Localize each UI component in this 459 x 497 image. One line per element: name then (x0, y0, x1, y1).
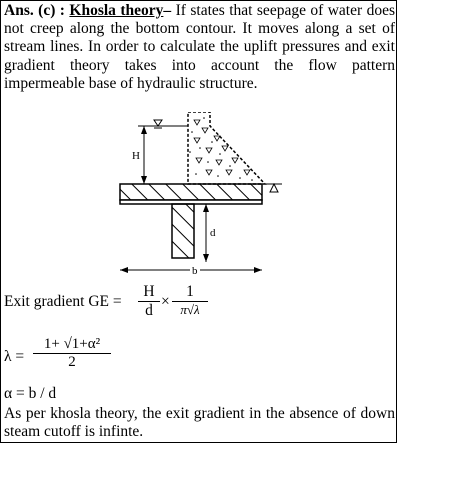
ge-frac2-den: π√λ (172, 301, 208, 318)
answer-label: Ans. (c) : (4, 2, 70, 19)
title-dash: – (163, 2, 176, 19)
ge-lhs: Exit gradient GE = (4, 293, 122, 310)
cutoff-pile (172, 204, 194, 258)
h-label: H (132, 150, 140, 162)
topic-title: Khosla theory (69, 2, 164, 19)
lambda-den: 2 (33, 353, 111, 371)
b-label: b (192, 265, 198, 277)
ge-fraction-2 (172, 283, 208, 318)
conclusion-text: As per khosla theory, the exit gradient in the absence of down steam cutoff is infinte. (4, 405, 395, 441)
ground-level-icon (270, 184, 278, 192)
ge-frac1-num: H (143, 283, 155, 300)
d-label: d (210, 227, 216, 239)
ge-frac1-den: d (138, 301, 160, 320)
ge-fraction-1 (138, 283, 160, 320)
lambda-fraction (33, 336, 111, 371)
water-level-icon (154, 120, 162, 126)
ground-hatch (120, 184, 262, 200)
alpha-formula: α = b / d (4, 385, 57, 402)
lambda-lhs: λ = (4, 348, 25, 365)
ge-frac2-num: 1 (186, 283, 194, 300)
intro-paragraph (4, 2, 395, 93)
intro-text: If states that seepage of water does not creep along the bottom contour. It moves along a set of stream lines. In order to calculate the uplift pressures and exit gradient theory takes into account the flow pattern impermeable base of hydraulic structure. (4, 2, 396, 92)
lambda-num: 1+ √1+α² (43, 336, 101, 352)
hydraulic-structure-diagram (110, 112, 290, 280)
ge-times: × (161, 293, 170, 310)
